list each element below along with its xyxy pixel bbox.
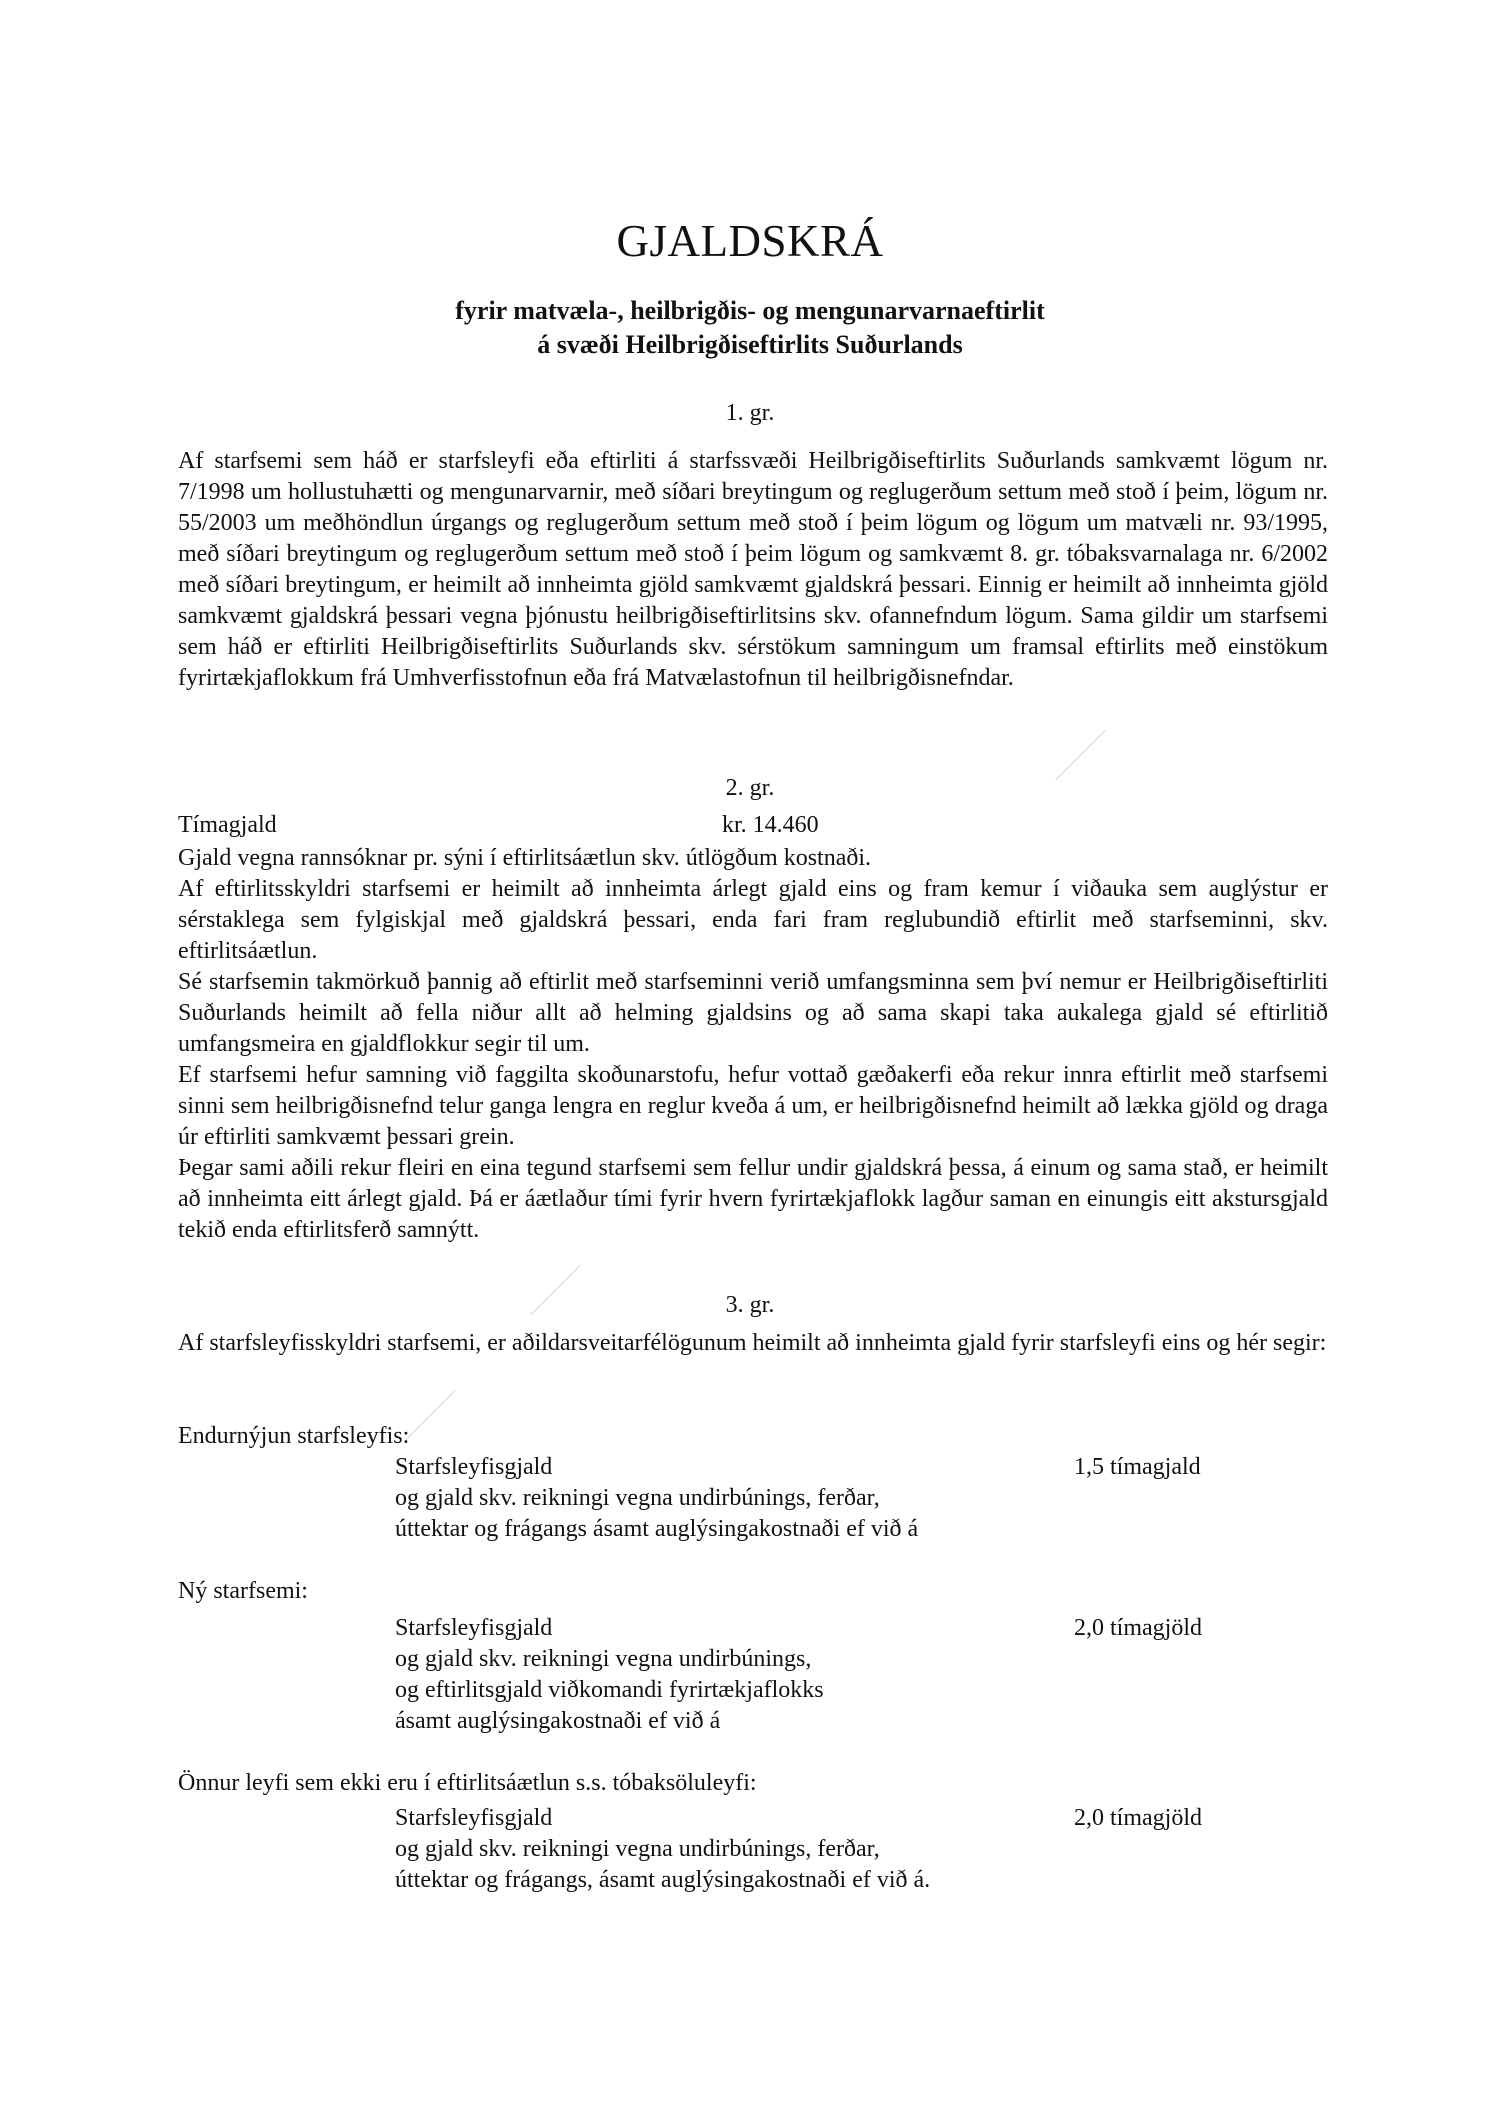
- subtitle-line-1: fyrir matvæla-, heilbrigðis- og mengunarvarnaeftirlit: [455, 296, 1045, 325]
- group-detail: og eftirlitsgjald viðkomandi fyrirtækjaflokks: [395, 1677, 824, 1703]
- group-rate: 2,0 tímagjöld: [1074, 1805, 1202, 1831]
- group-item: Starfsleyfisgjald: [395, 1615, 553, 1641]
- group-rate: 2,0 tímagjöld: [1074, 1615, 1202, 1641]
- group-detail: og gjald skv. reikningi vegna undirbúnings, ferðar,: [395, 1836, 880, 1862]
- hourly-fee-value: kr. 14.460: [722, 812, 819, 838]
- subtitle-line-2: á svæði Heilbrigðiseftirlits Suðurlands: [537, 330, 963, 359]
- group-detail: úttektar og frágangs, ásamt auglýsingakostnaði ef við á.: [395, 1867, 931, 1893]
- article-3-heading: 3. gr.: [725, 1292, 775, 1318]
- group-label: Ný starfsemi:: [178, 1578, 308, 1604]
- group-rate: 1,5 tímagjald: [1074, 1454, 1201, 1480]
- article-2-paragraph-5: Þegar sami aðili rekur fleiri en eina tegund starfsemi sem fellur undir gjaldskrá þessa, á einum og sama stað, er heimilt að innheimta eitt árlegt gjald. Þá er áætlaður tími fyrir hvern fyrirtækjaflokk lagður saman en einungis eitt akstursgjald tekið enda eftirlitsferð samnýtt.: [178, 1155, 1328, 1243]
- group-item: Starfsleyfisgjald: [395, 1454, 553, 1480]
- article-3-intro: Af starfsleyfisskyldri starfsemi, er aðildarsveitarfélögunum heimilt að innheimta gjald fyrir starfsleyfi eins og hér segir:: [178, 1330, 1327, 1356]
- article-2-paragraph-2: Af eftirlitsskyldri starfsemi er heimilt að innheimta árlegt gjald eins og fram kemur í viðauka sem auglýstur er sérstaklega sem fylgiskjal með gjaldskrá þessari, enda fari fram reglubundið eftirlit með starfseminni, skv. eftirlitsáætlun.: [178, 876, 1328, 964]
- group-detail: og gjald skv. reikningi vegna undirbúnings, ferðar,: [395, 1485, 880, 1511]
- scan-mark: [405, 1390, 455, 1440]
- article-2-paragraph-4: Ef starfsemi hefur samning við faggilta skoðunarstofu, hefur vottað gæðakerfi eða rekur innra eftirlit með starfsemi sinni sem heilbrigðisnefnd telur ganga lengra en reglur kveða á um, er heilbrigðisnefnd heimilt að lækka gjöld og draga úr eftirliti samkvæmt þessari grein.: [178, 1062, 1328, 1150]
- article-2-heading: 2. gr.: [725, 775, 775, 801]
- group-detail: og gjald skv. reikningi vegna undirbúnings,: [395, 1646, 812, 1672]
- article-2-paragraph-3: Sé starfsemin takmörkuð þannig að eftirlit með starfseminni verið umfangsminna sem því nemur er Heilbrigðiseftirliti Suðurlands heimilt að fella niður allt að helming gjaldsins og að sama skapi taka aukalega gjald sé eftirlitið umfangsmeira en gjaldflokkur segir til um.: [178, 969, 1328, 1057]
- group-detail: ásamt auglýsingakostnaði ef við á: [395, 1708, 721, 1734]
- article-1-text: Af starfsemi sem háð er starfsleyfi eða eftirliti á starfssvæði Heilbrigðiseftirlits Suðurlands samkvæmt lögum nr. 7/1998 um hollustuhætti og mengunarvarnir, með síðari breytingum og reglugerðum settum með stoð í þeim, lögum nr. 55/2003 um meðhöndlun úrgangs og reglugerðum settum með stoð í þeim lögum og lögum um matvæli nr. 93/1995, með síðari breytingum og reglugerðum settum með stoð í þeim lögum og samkvæmt 8. gr. tóbaksvarnalaga nr. 6/2002 með síðari breytingum, er heimilt að innheimta gjöld samkvæmt gjaldskrá þessari. Einnig er heimilt að innheimta gjöld samkvæmt gjaldskrá þessari vegna þjónustu heilbrigðiseftirlitsins skv. ofannefndum lögum. Sama gildir um starfsemi sem háð er eftirliti Heilbrigðiseftirlits Suðurlands skv. sérstökum samningum um framsal eftirlits með einstökum fyrirtækjaflokkum frá Umhverfisstofnun eða frá Matvælastofnun til heilbrigðisnefndar.: [178, 448, 1328, 691]
- group-item: Starfsleyfisgjald: [395, 1805, 553, 1831]
- article-1-heading: 1. gr.: [725, 400, 775, 426]
- scan-mark: [1055, 730, 1105, 780]
- group-label: Önnur leyfi sem ekki eru í eftirlitsáætlun s.s. tóbaksöluleyfi:: [178, 1770, 757, 1796]
- group-detail: úttektar og frágangs ásamt auglýsingakostnaði ef við á: [395, 1516, 919, 1542]
- document-title: GJALDSKRÁ: [616, 216, 884, 266]
- hourly-fee-label: Tímagjald: [178, 812, 277, 838]
- group-label: Endurnýjun starfsleyfis:: [178, 1423, 410, 1449]
- article-2-paragraph-1: Gjald vegna rannsóknar pr. sýni í eftirlitsáætlun skv. útlögðum kostnaði.: [178, 845, 872, 871]
